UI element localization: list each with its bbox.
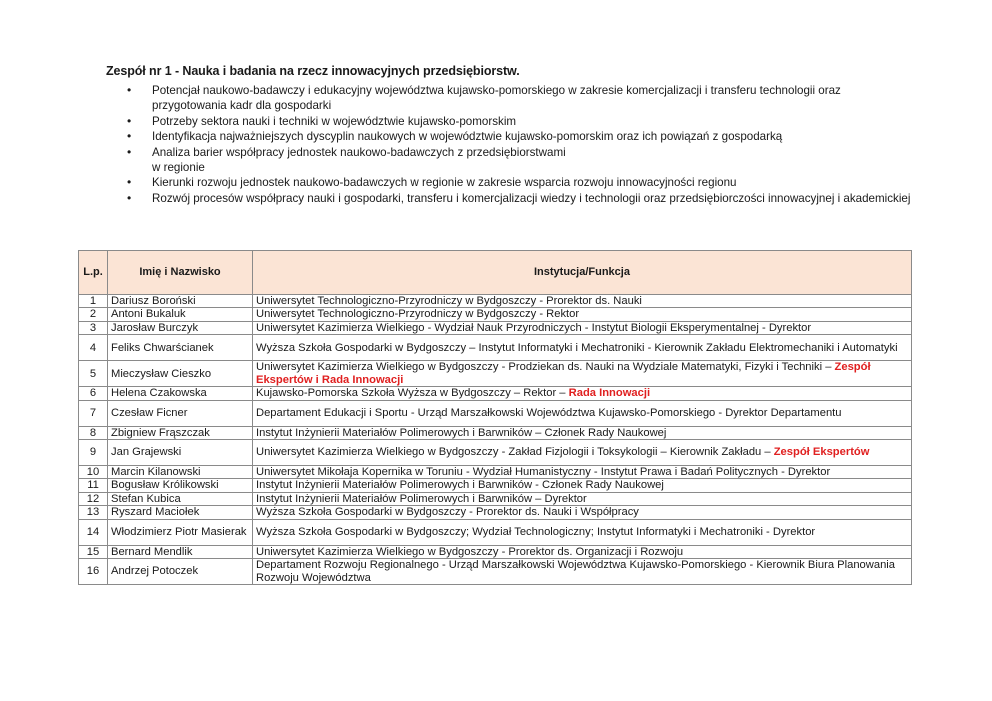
row-number: 9 <box>79 440 108 466</box>
row-number: 1 <box>79 295 108 308</box>
table-row <box>79 506 912 519</box>
member-institution <box>253 335 912 361</box>
role-highlight: Zespół Ekspertów <box>773 446 870 459</box>
topic-item: • Rozwój procesów współpracy nauki i gospodarki, transferu i komercjalizacji wiedzy i technologii oraz przedsiębiorczości innowacyjnej i akademickiej <box>127 191 917 206</box>
member-institution <box>253 400 912 426</box>
institution-text: Uniwersytet Mikołaja Kopernika w Toruniu - Wydział Humanistyczny - Instytut Prawa i Badań Politycznych - Dyrektor <box>256 466 831 479</box>
member-name: Feliks Chwarścianek <box>108 335 253 361</box>
table-row <box>79 519 912 545</box>
row-number: 4 <box>79 335 108 361</box>
role-highlight: Rada Innowacji <box>568 387 651 400</box>
topic-item: • Kierunki rozwoju jednostek naukowo-badawczych w regionie w zakresie wsparcia rozwoju innowacyjności regionu <box>127 175 917 190</box>
institution-text: Uniwersytet Technologiczno-Przyrodniczy w Bydgoszczy - Prorektor ds. Nauki <box>256 295 642 307</box>
institution-text: Uniwersytet Kazimierza Wielkiego w Bydgoszczy - Zakład Fizjologii i Toksykologii – Kierownik Zakładu – <box>256 446 774 459</box>
member-name: Antoni Bukaluk <box>108 308 253 321</box>
team-heading: Zespół nr 1 - Nauka i badania na rzecz innowacyjnych przedsiębiorstw. <box>106 64 520 78</box>
table-row <box>79 559 912 585</box>
row-number: 12 <box>79 492 108 505</box>
member-institution <box>253 361 912 387</box>
row-number: 7 <box>79 400 108 426</box>
institution-text: Instytut Inżynierii Materiałów Polimerowych i Barwników – Członek Rady Naukowej <box>256 426 667 439</box>
member-name: Dariusz Boroński <box>108 295 253 308</box>
member-institution <box>253 506 912 519</box>
member-institution <box>253 440 912 466</box>
institution-text: Instytut Inżynierii Materiałów Polimerowych i Barwników – Dyrektor <box>256 492 587 505</box>
member-name: Jan Grajewski <box>108 440 253 466</box>
member-institution <box>253 466 912 479</box>
member-institution <box>253 321 912 334</box>
member-name: Andrzej Potoczek <box>108 559 253 585</box>
institution-text: Uniwersytet Kazimierza Wielkiego - Wydział Nauk Przyrodniczych - Instytut Biologii Eksperymentalnej - Dyrektor <box>256 321 812 334</box>
member-institution <box>253 545 912 558</box>
institution-text: Wyższa Szkoła Gospodarki w Bydgoszczy – Instytut Informatyki i Mechatroniki - Kierownik Zakładu Elektromechaniki i Automatyki <box>256 341 898 354</box>
institution-text: Instytut Inżynierii Materiałów Polimerowych i Barwników - Członek Rady Naukowej <box>256 479 664 492</box>
row-number: 16 <box>79 559 108 585</box>
topic-item: • Identyfikacja najważniejszych dyscyplin naukowych w województwie kujawsko-pomorskim oraz ich powiązań z gospodarką <box>127 129 917 144</box>
institution-text: Kujawsko-Pomorska Szkoła Wyższa w Bydgoszczy – Rektor – <box>256 387 569 400</box>
institution-text: Wyższa Szkoła Gospodarki w Bydgoszczy; Wydział Technologiczny; Instytut Informatyki i Mechatroniki - Dyrektor <box>256 525 816 538</box>
member-name: Bogusław Królikowski <box>108 479 253 492</box>
member-name: Stefan Kubica <box>108 492 253 505</box>
row-number: 2 <box>79 308 108 321</box>
institution-text: Wyższa Szkoła Gospodarki w Bydgoszczy - Prorektor ds. Nauki i Współpracy <box>256 506 639 519</box>
institution-text: Departament Rozwoju Regionalnego - Urząd Marszałkowski Województwa Kujawsko-Pomorskiego - Kierownik Biura Planowania Rozwoju Województwa <box>256 559 896 584</box>
topic-item: • Potencjał naukowo-badawczy i edukacyjny województwa kujawsko-pomorskiego w zakresie komercjalizacji i transferu technologii oraz przygotowania kadr dla gospodarki <box>127 83 917 114</box>
member-name: Mieczysław Cieszko <box>108 361 253 387</box>
table-row <box>79 295 912 308</box>
member-institution <box>253 426 912 439</box>
member-institution <box>253 559 912 585</box>
table-header-row <box>79 251 912 295</box>
topic-list <box>127 83 917 206</box>
member-name: Helena Czakowska <box>108 387 253 400</box>
row-number: 5 <box>79 361 108 387</box>
row-number: 13 <box>79 506 108 519</box>
row-number: 6 <box>79 387 108 400</box>
institution-text: Uniwersytet Kazimierza Wielkiego w Bydgoszczy - Prodziekan ds. Nauki na Wydziale Matematyki, Fizyki i Techniki – <box>256 361 835 374</box>
table-row <box>79 335 912 361</box>
member-institution <box>253 295 912 308</box>
header-lp: L.p. <box>79 251 108 295</box>
member-institution <box>253 519 912 545</box>
row-number: 10 <box>79 466 108 479</box>
row-number: 3 <box>79 321 108 334</box>
members-table <box>78 250 912 585</box>
row-number: 8 <box>79 426 108 439</box>
table-row <box>79 308 912 321</box>
member-name: Włodzimierz Piotr Masierak <box>108 519 253 545</box>
topic-item: • Analiza barier współpracy jednostek naukowo-badawczych z przedsiębiorstwami w regionie <box>127 145 917 176</box>
header-institution: Instytucja/Funkcja <box>253 251 912 295</box>
table-row <box>79 545 912 558</box>
member-institution <box>253 479 912 492</box>
member-name: Zbigniew Frąszczak <box>108 426 253 439</box>
member-name: Czesław Ficner <box>108 400 253 426</box>
topic-item: • Potrzeby sektora nauki i techniki w województwie kujawsko-pomorskim <box>127 114 917 129</box>
table-row <box>79 426 912 439</box>
table-row <box>79 479 912 492</box>
table-row <box>79 466 912 479</box>
header-name: Imię i Nazwisko <box>108 251 253 295</box>
institution-text: Uniwersytet Technologiczno-Przyrodniczy w Bydgoszczy - Rektor <box>256 308 580 321</box>
member-institution <box>253 492 912 505</box>
table-row <box>79 387 912 400</box>
row-number: 15 <box>79 545 108 558</box>
institution-text: Departament Edukacji i Sportu - Urząd Marszałkowski Województwa Kujawsko-Pomorskiego - Dyrektor Departamentu <box>256 406 842 419</box>
member-name: Jarosław Burczyk <box>108 321 253 334</box>
row-number: 11 <box>79 479 108 492</box>
member-name: Marcin Kilanowski <box>108 466 253 479</box>
table-row <box>79 400 912 426</box>
table-row <box>79 440 912 466</box>
member-name: Bernard Mendlik <box>108 545 253 558</box>
role-highlight: Zespół Ekspertów i Rada Innowacji <box>256 361 871 386</box>
row-number: 14 <box>79 519 108 545</box>
member-name: Ryszard Maciołek <box>108 506 253 519</box>
member-institution <box>253 308 912 321</box>
institution-text: Uniwersytet Kazimierza Wielkiego w Bydgoszczy - Prorektor ds. Organizacji i Rozwoju <box>256 545 684 558</box>
table-row <box>79 492 912 505</box>
table-row <box>79 321 912 334</box>
member-institution <box>253 387 912 400</box>
table-row <box>79 361 912 387</box>
